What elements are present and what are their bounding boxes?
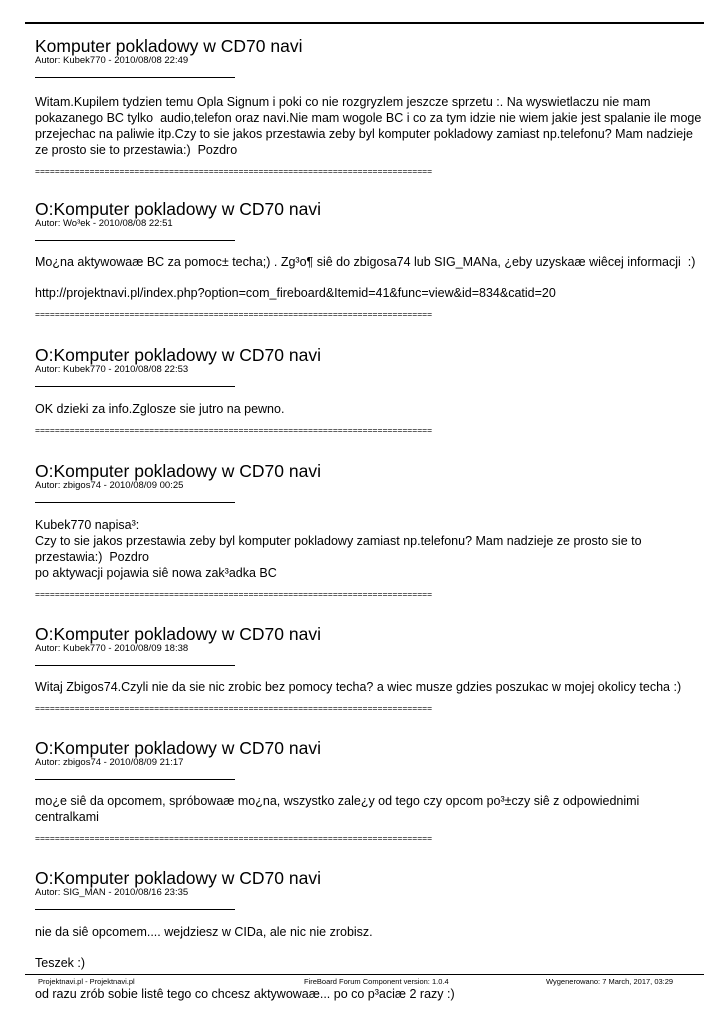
post-separator: ================================================================================ bbox=[35, 309, 433, 319]
post-paragraph: Witam.Kupilem tydzien temu Opla Signum i poki co nie rozgryzlem jeszcze sprzetu :. Na wyswietlaczu nie mam pokazanego BC tylko audio,telefon oraz navi.Nie mam wogole BC i co za tym idzie nie wiem jakie jest spalanie ile moge przejechac na paliwie itp.Czy to sie jakos przestawia zeby byl komputer pokladowy zamiast np.telefonu? Mam nadzieje ze prosto sie to przestawia:) Pozdro bbox=[35, 95, 705, 157]
post-body bbox=[35, 924, 705, 1002]
post-body bbox=[35, 254, 705, 301]
post-meta: Autor: Kubek770 - 2010/08/09 18:38 bbox=[35, 643, 189, 654]
post-meta: Autor: zbigos74 - 2010/08/09 00:25 bbox=[35, 480, 184, 491]
post-title: Komputer pokladowy w CD70 navi bbox=[35, 36, 303, 56]
thread-content bbox=[35, 36, 705, 1002]
top-rule bbox=[25, 22, 704, 24]
post bbox=[35, 199, 705, 319]
post-paragraph: Teszek :) bbox=[35, 956, 86, 970]
post bbox=[35, 36, 705, 176]
post-body bbox=[35, 793, 705, 825]
post-separator: ================================================================================ bbox=[35, 833, 433, 843]
post-separator: ================================================================================ bbox=[35, 703, 433, 713]
post-paragraph: Witaj Zbigos74.Czyli nie da sie nic zrobic bez pomocy techa? a wiec musze gdzies poszukac w mojej okolicy techa :) bbox=[35, 680, 682, 694]
footer-generated-date: Wygenerowano: 7 March, 2017, 03:29 bbox=[546, 977, 674, 986]
post-meta: Autor: Wo³ek - 2010/08/08 22:51 bbox=[35, 218, 173, 229]
meta-rule bbox=[35, 77, 235, 78]
footer-component-version: FireBoard Forum Component version: 1.0.4 bbox=[304, 977, 449, 986]
post-title: O:Komputer pokladowy w CD70 navi bbox=[35, 624, 321, 644]
footer-rule bbox=[25, 974, 704, 975]
post-title: O:Komputer pokladowy w CD70 navi bbox=[35, 345, 321, 365]
post-separator: ================================================================================ bbox=[35, 425, 433, 435]
post-body bbox=[35, 517, 705, 581]
footer-site: Projektnavi.pl - Projektnavi.pl bbox=[38, 977, 135, 986]
post-paragraph: od razu zrób sobie listê tego co chcesz aktywowaæ... po co p³aciæ 2 razy :) bbox=[35, 987, 455, 1001]
post-meta: Autor: Kubek770 - 2010/08/08 22:53 bbox=[35, 364, 189, 375]
post-body bbox=[35, 401, 705, 417]
meta-rule bbox=[35, 909, 235, 910]
post-paragraph: mo¿e siê da opcomem, spróbowaæ mo¿na, wszystko zale¿y od tego czy opcom po³±czy siê z odpowiednimi centralkami bbox=[35, 794, 643, 824]
post bbox=[35, 345, 705, 435]
post-separator: ================================================================================ bbox=[35, 166, 433, 176]
meta-rule bbox=[35, 779, 235, 780]
meta-rule bbox=[35, 240, 235, 241]
post-meta: Autor: SIG_MAN - 2010/08/16 23:35 bbox=[35, 887, 189, 898]
post-paragraph: Kubek770 napisa³: Czy to sie jakos przestawia zeby byl komputer pokladowy zamiast np.telefonu? Mam nadzieje ze prosto sie to przestawia:) Pozdro po aktywacji pojawia siê nowa zak³adka BC bbox=[35, 518, 642, 580]
post bbox=[35, 624, 705, 713]
meta-rule bbox=[35, 386, 235, 387]
meta-rule bbox=[35, 502, 235, 503]
post-paragraph: OK dzieki za info.Zglosze sie jutro na pewno. bbox=[35, 402, 285, 416]
meta-rule bbox=[35, 665, 235, 666]
post bbox=[35, 461, 705, 599]
post-paragraph: nie da siê opcomem.... wejdziesz w CIDa, ale nic nie zrobisz. bbox=[35, 925, 373, 939]
post-title: O:Komputer pokladowy w CD70 navi bbox=[35, 461, 321, 481]
post-meta: Autor: zbigos74 - 2010/08/09 21:17 bbox=[35, 757, 184, 768]
post bbox=[35, 738, 705, 843]
post-meta: Autor: Kubek770 - 2010/08/08 22:49 bbox=[35, 55, 189, 66]
post-title: O:Komputer pokladowy w CD70 navi bbox=[35, 868, 321, 888]
post-body bbox=[35, 679, 705, 695]
post-separator: ================================================================================ bbox=[35, 589, 433, 599]
post-body bbox=[35, 94, 705, 158]
post-title: O:Komputer pokladowy w CD70 navi bbox=[35, 738, 321, 758]
post-link[interactable]: http://projektnavi.pl/index.php?option=com_fireboard&Itemid=41&func=view&id=834&catid=20 bbox=[35, 286, 556, 300]
post-title: O:Komputer pokladowy w CD70 navi bbox=[35, 199, 321, 219]
post-paragraph: Mo¿na aktywowaæ BC za pomoc± techa;) . Zg³o¶ siê do zbigosa74 lub SIG_MANa, ¿eby uzyskaæ wiêcej informacji :) bbox=[35, 255, 696, 269]
